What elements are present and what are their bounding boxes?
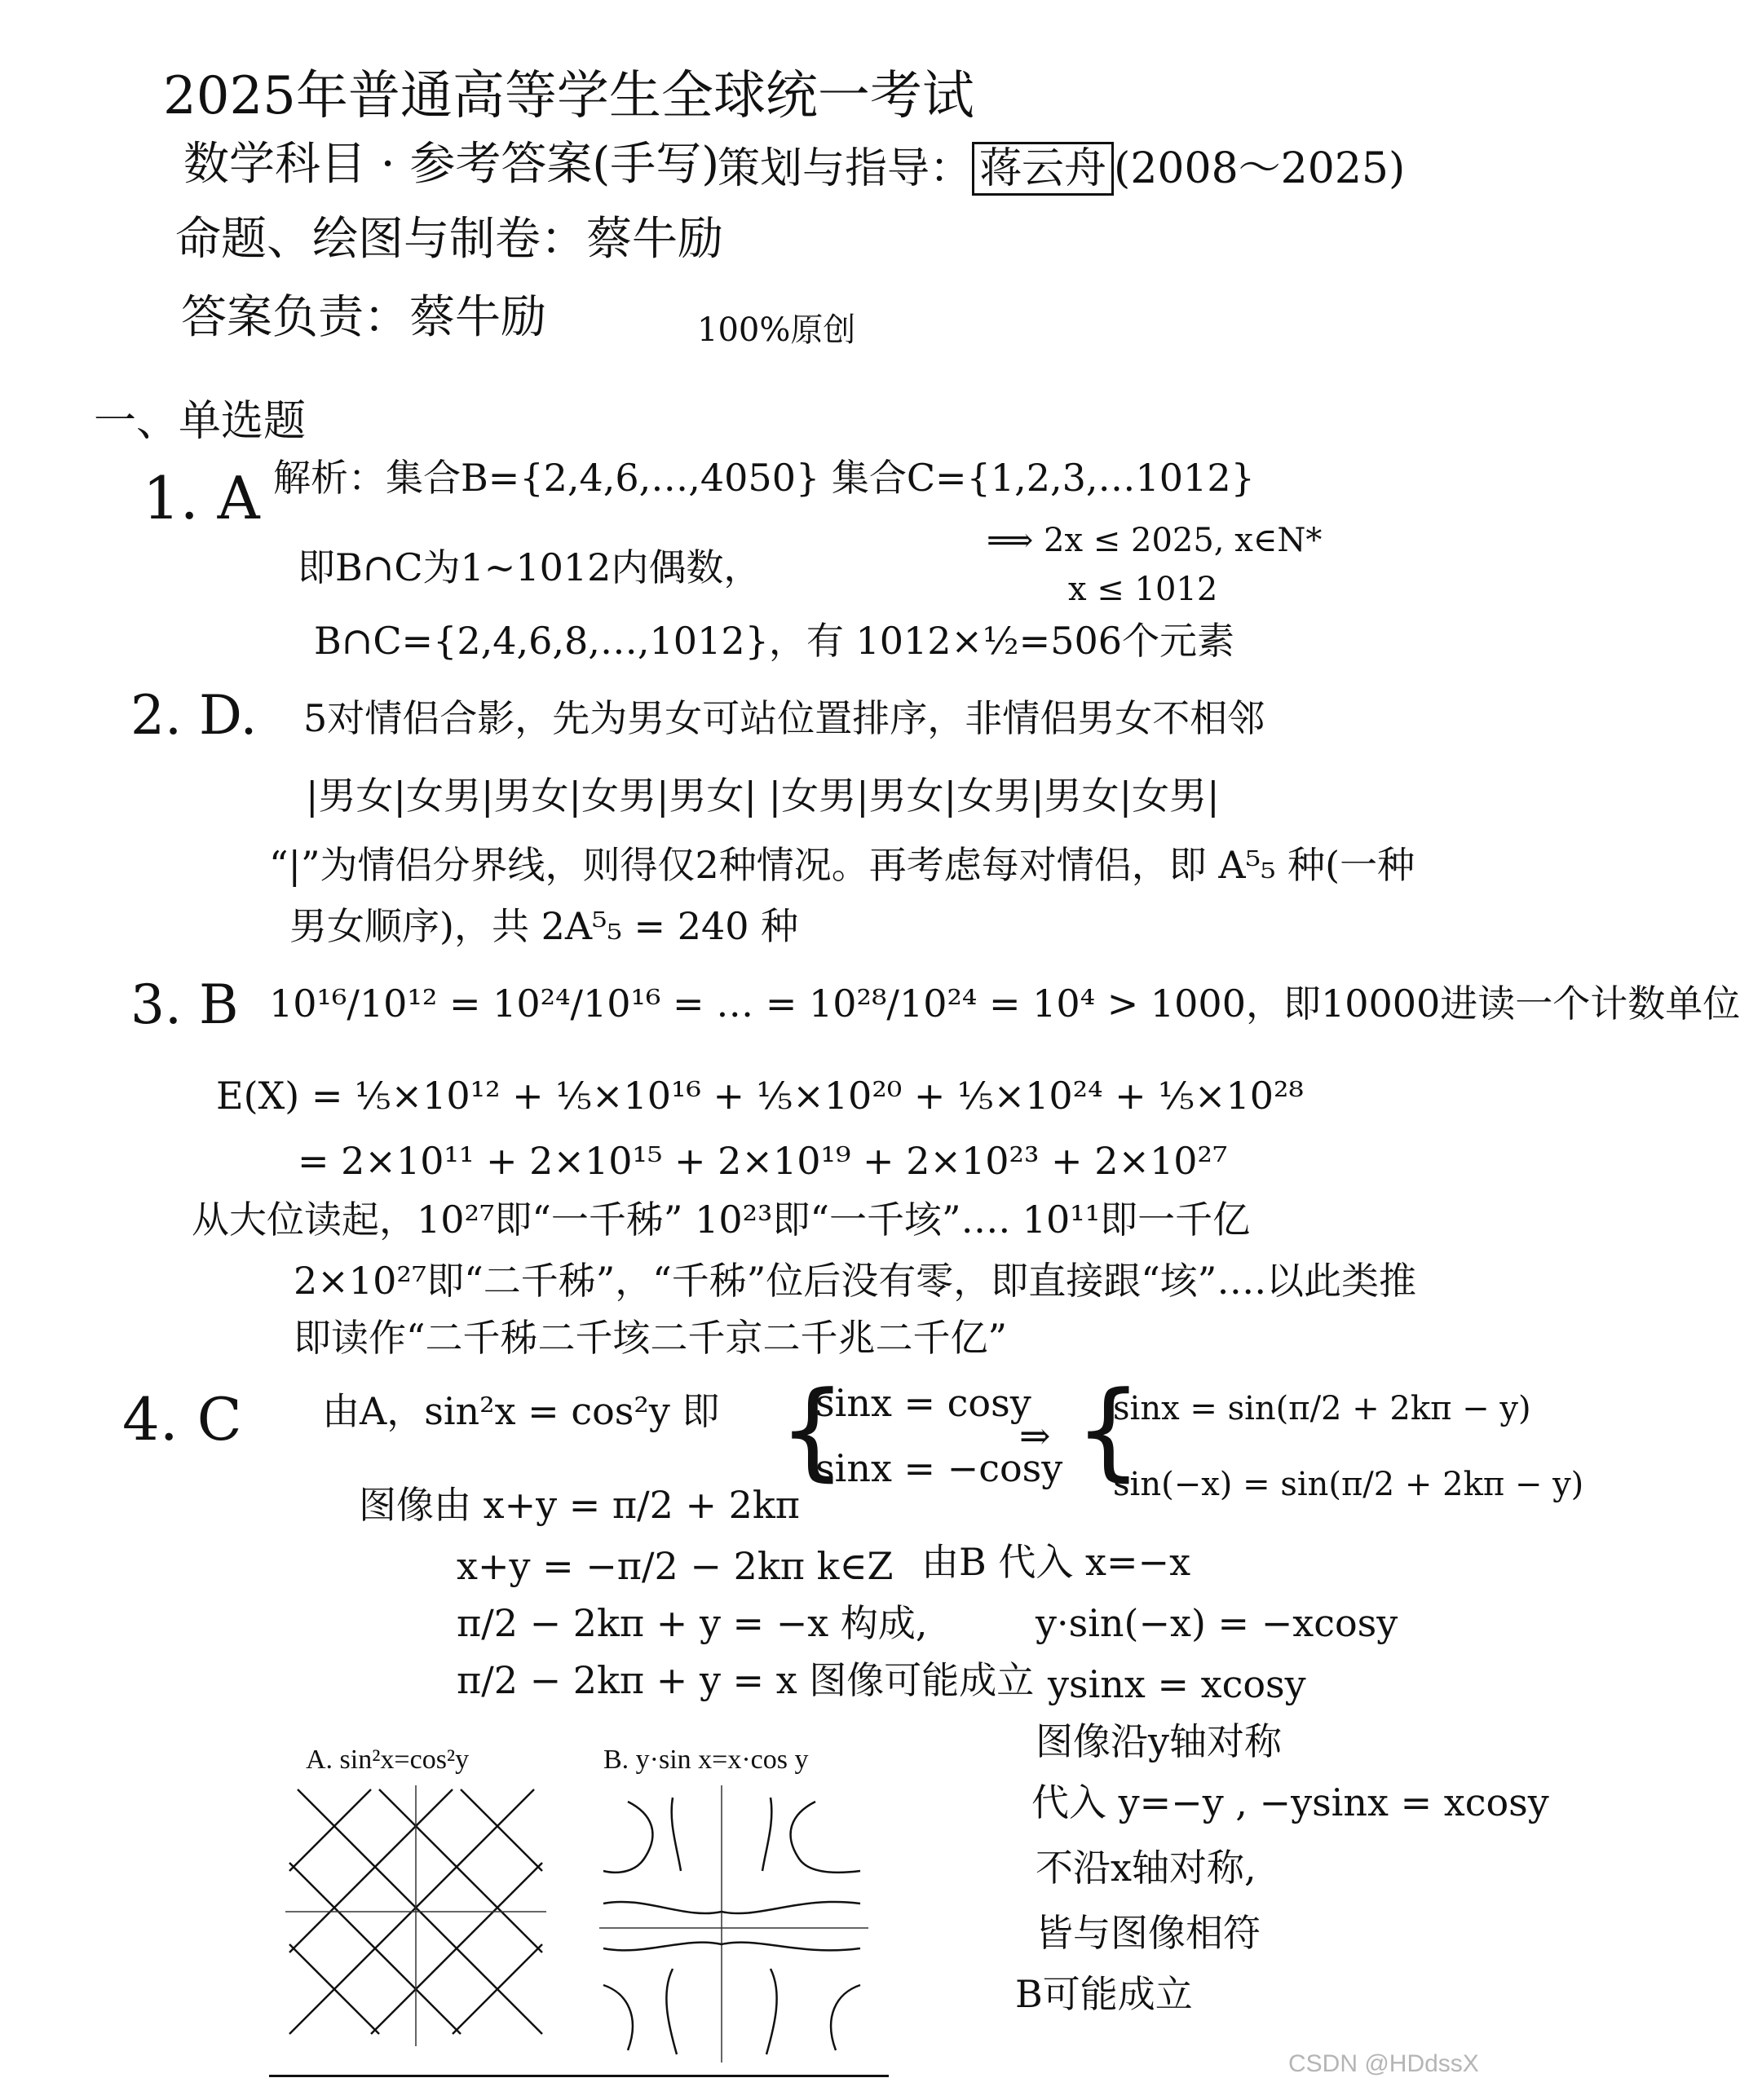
q2-answer: 2. D. [130, 684, 258, 747]
director-name: 蒋云舟 [972, 142, 1114, 196]
q4-b3: ysinx = xcosy [1048, 1662, 1306, 1706]
graph-a-lattice [281, 1781, 550, 2050]
q2-line1: 5对情侣合影，先为男女可站位置排序，非情侣男女不相邻 [303, 696, 1265, 740]
q3-line5: 2×10²⁷即“二千秭”，“千秭”位后没有零，即直接跟“垓”….以此类推 [294, 1259, 1416, 1303]
q4-img4: π/2 − 2kπ + y = x 图像可能成立 [457, 1658, 1035, 1702]
q4-lineA: 由A，sin²x = cos²y 即 [322, 1389, 720, 1433]
q4-b5: 代入 y=−y , −ysinx = xcosy [1031, 1780, 1549, 1824]
q3-answer: 3. B [130, 973, 239, 1036]
q4-answer: 4. C [122, 1385, 242, 1454]
q4-img3: π/2 − 2kπ + y = −x 构成, [457, 1601, 928, 1645]
director-label: 策划与指导： [718, 144, 973, 193]
q4-b2: y·sin(−x) = −xcosy [1036, 1601, 1398, 1645]
q2-line2: |男女|女男|男女|女男|男女| |女男|男女|女男|男女|女男| [306, 774, 1220, 818]
q4-img2: x+y = −π/2 − 2kπ k∈Z [457, 1544, 894, 1588]
q1-line3: B∩C={2,4,6,8,…,1012}，有 1012×½=506个元素 [314, 619, 1235, 663]
q4-sys2b: sin(−x) = sin(π/2 + 2kπ − y) [1113, 1466, 1584, 1503]
q4-img1: 图像由 x+y = π/2 + 2kπ [359, 1483, 801, 1527]
q4-b6: 不沿x轴对称, [1036, 1846, 1256, 1890]
q4-sys1b: sinx = −cosy [815, 1446, 1063, 1490]
q2-line3: “|”为情侣分界线，则得仅2种情况。再考虑每对情侣，即 A⁵₅ 种(一种 [269, 843, 1415, 887]
q4-b7: 皆与图像相符 [1036, 1911, 1261, 1955]
q3-line6: 即读作“二千秭二千垓二千京二千兆二千亿” [294, 1316, 1008, 1360]
q4-sys1a: sinx = cosy [815, 1381, 1031, 1425]
q4-brace-1: { [779, 1368, 846, 1492]
section-title: 一、单选题 [94, 397, 307, 446]
director-years: (2008～2025) [1114, 144, 1406, 193]
q1-answer: 1. A [143, 464, 260, 532]
graph-b-caption: B. y·sin x=x·cos y [603, 1745, 809, 1775]
q3-line4: 从大位读起，10²⁷即“一千秭” 10²³即“一千垓”…. 10¹¹即一千亿 [192, 1198, 1251, 1242]
subject-line: 数学科目 · 参考答案(手写) [183, 138, 720, 191]
answer-line: 答案负责：蔡牛励 [181, 291, 546, 344]
exam-title: 2025年普通高等学生全球统一考试 [163, 66, 974, 126]
graph-b-curves [595, 1781, 872, 2067]
q4-arrow: ⇒ [1019, 1414, 1051, 1458]
graph-a-caption: A. sin²x=cos²y [306, 1745, 470, 1775]
q2-line4: 男女顺序)，共 2A⁵₅ = 240 种 [289, 904, 799, 948]
q4-b4: 图像沿y轴对称 [1036, 1719, 1282, 1763]
q3-line3: = 2×10¹¹ + 2×10¹⁵ + 2×10¹⁹ + 2×10²³ + 2×10²⁷ [298, 1139, 1228, 1183]
q1-side1: ⟹ 2x ≤ 2025, x∈N* [987, 522, 1323, 559]
q1-line2: 即B∩C为1~1012内偶数， [298, 545, 762, 589]
original-note: 100%原创 [697, 311, 856, 349]
q3-line1: 10¹⁶/10¹² = 10²⁴/10¹⁶ = … = 10²⁸/10²⁴ = 10⁴ > 1000，即10000进读一个计数单位 [269, 982, 1740, 1026]
q4-b1: 由B 代入 x=−x [921, 1540, 1191, 1584]
q1-line1: 解析：集合B={2,4,6,…,4050} 集合C={1,2,3,…1012} [273, 456, 1255, 500]
watermark: CSDN @HDdssX [1288, 2050, 1479, 2077]
author-line: 命题、绘图与制卷：蔡牛励 [175, 213, 723, 266]
q3-line2: E(X) = ⅕×10¹² + ⅕×10¹⁶ + ⅕×10²⁰ + ⅕×10²⁴ + ⅕×10²⁸ [216, 1074, 1304, 1118]
q1-side2: x ≤ 1012 [1068, 571, 1218, 608]
q4-b8: B可能成立 [1015, 1972, 1193, 2016]
director-block [718, 145, 1405, 194]
q4-sys2a: sinx = sin(π/2 + 2kπ − y) [1113, 1390, 1531, 1427]
q4-brace-2: { [1075, 1368, 1142, 1492]
bottom-rule [269, 2075, 889, 2077]
